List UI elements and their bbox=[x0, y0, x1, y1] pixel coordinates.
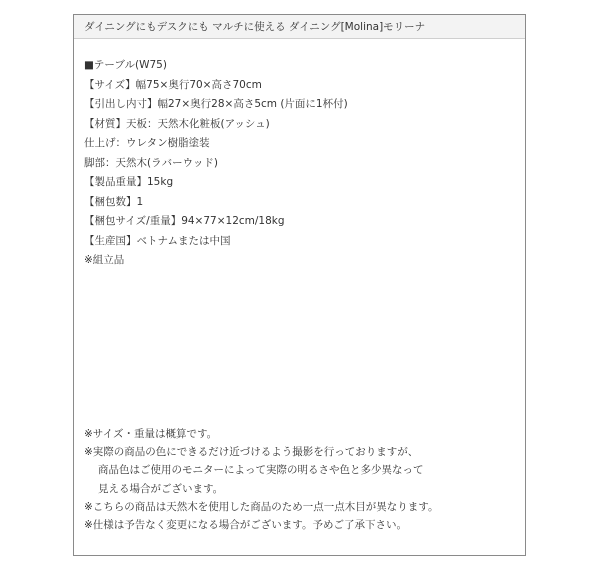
spec-line-package-count: 【梱包数】1 bbox=[84, 195, 144, 208]
note-line-color-1: ※実際の商品の色にできるだけ近づけるよう撮影を行っておりますが、 bbox=[84, 446, 419, 459]
spec-line-origin: 【生産国】ベトナムまたは中国 bbox=[84, 234, 231, 247]
spec-line-finish: 仕上げ：ウレタン樹脂塗装 bbox=[84, 137, 210, 149]
note-line-spec-change: ※仕様は予告なく変更になる場合がございます。予めご了承下さい。 bbox=[84, 519, 407, 532]
spec-line-table-type: ■テーブル(W75) bbox=[84, 59, 167, 71]
spec-line-drawer-size: 【引出し内寸】幅27×奥行28×高さ5cm (片面に1杯付) bbox=[84, 98, 348, 110]
note-line-color-2: 商品色はご使用のモニターによって実際の明るさや色と多少異なって bbox=[98, 464, 424, 477]
note-line-color-3: 見える場合がございます。 bbox=[98, 482, 224, 495]
panel-header-title: ダイニングにもデスクにも マルチに使える ダイニング[Molina]モリーナ bbox=[74, 15, 525, 39]
spec-line-material-top: 【材質】天板：天然木化粧板(アッシュ) bbox=[84, 117, 270, 130]
product-spec-panel bbox=[73, 14, 526, 556]
notes-list bbox=[84, 425, 438, 534]
spec-line-weight: 【製品重量】15kg bbox=[84, 176, 174, 188]
spec-line-assembly: ※組立品 bbox=[84, 254, 125, 266]
spec-line-legs: 脚部：天然木(ラバーウッド) bbox=[84, 156, 218, 169]
note-line-approx: ※サイズ・重量は概算です。 bbox=[84, 428, 218, 440]
spec-list bbox=[84, 56, 348, 271]
spec-line-size: 【サイズ】幅75×奥行70×高さ70cm bbox=[84, 78, 262, 91]
spec-line-package-size: 【梱包サイズ/重量】94×77×12cm/18kg bbox=[84, 215, 285, 227]
note-line-wood-grain: ※こちらの商品は天然木を使用した商品のため一点一点木目が異なります。 bbox=[84, 500, 439, 513]
